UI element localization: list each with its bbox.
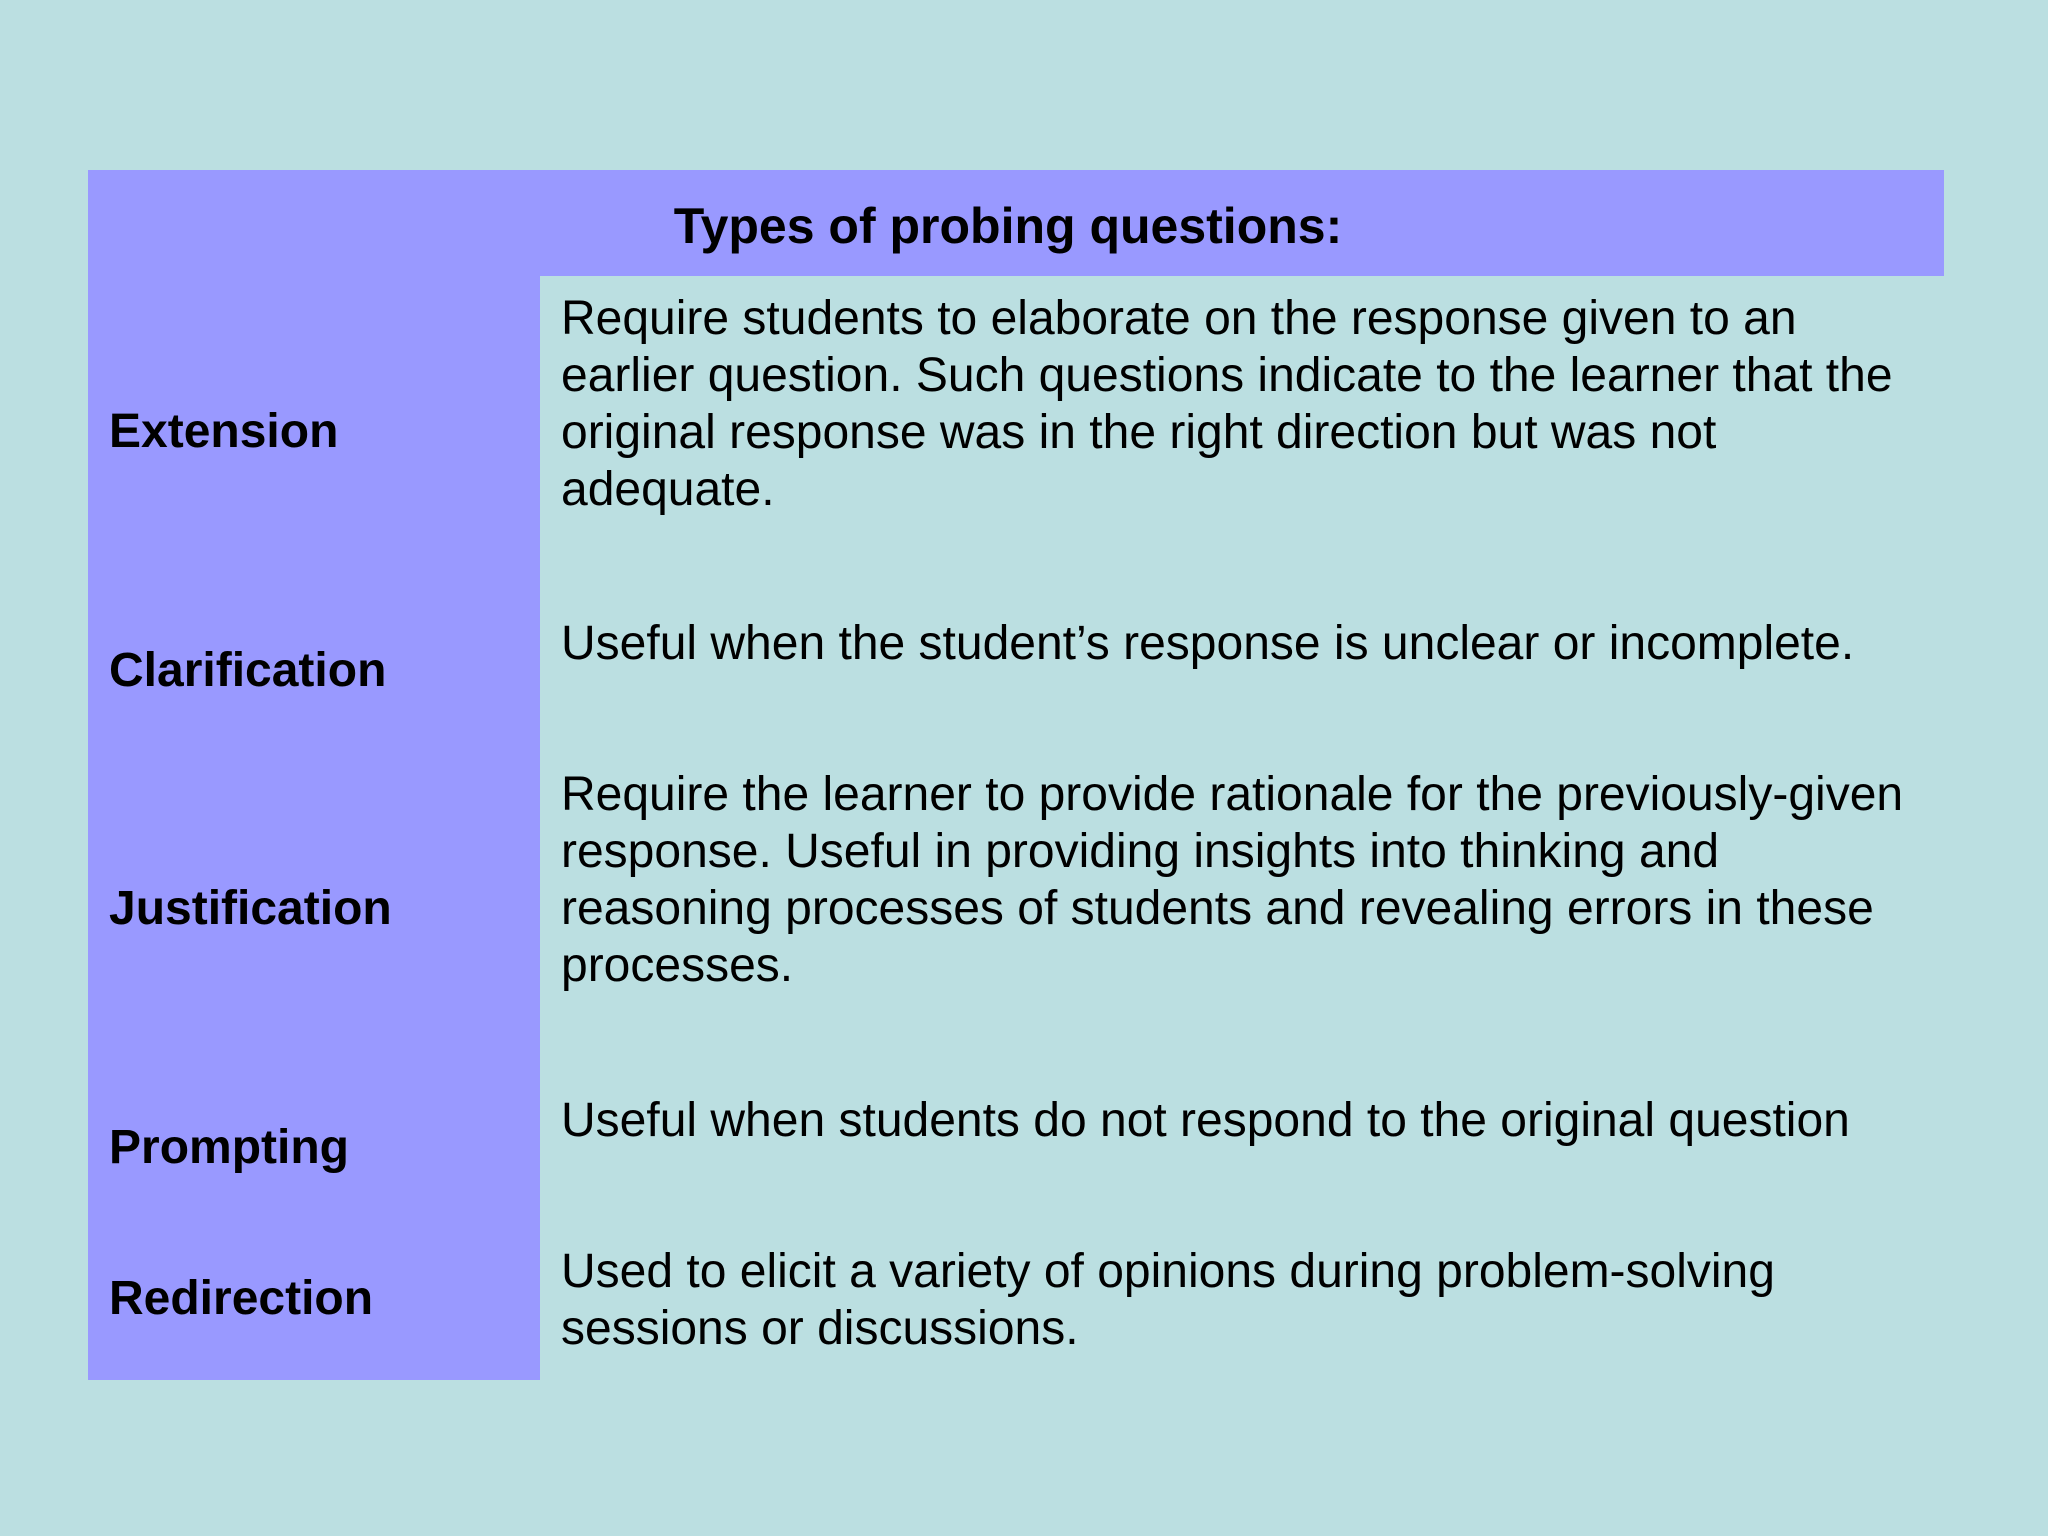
definition-extension: Require students to elaborate on the response given to an earlier question. Such questions indicate to the learner that the original response was in the right direction but was not adequate. — [561, 292, 1893, 516]
term-redirection: Redirection — [109, 1272, 374, 1325]
table-title-bar — [88, 170, 1944, 276]
term-clarification: Clarification — [109, 644, 387, 697]
definition-justification: Require the learner to provide rationale for the previously-given response. Useful in providing insights into thinking and reasoning processes of students and revealing errors in these processes. — [561, 768, 1904, 992]
probing-questions-table — [88, 170, 1944, 1380]
table-title: Types of probing questions: — [673, 198, 1343, 254]
term-extension: Extension — [109, 405, 339, 458]
term-justification: Justification — [109, 882, 392, 935]
term-prompting: Prompting — [109, 1121, 349, 1174]
definition-prompting: Useful when students do not respond to the original question — [561, 1094, 1850, 1147]
definition-clarification: Useful when the student’s response is unclear or incomplete. — [561, 617, 1855, 670]
definition-redirection: Used to elicit a variety of opinions during problem-solving sessions or discussions. — [561, 1245, 1775, 1355]
